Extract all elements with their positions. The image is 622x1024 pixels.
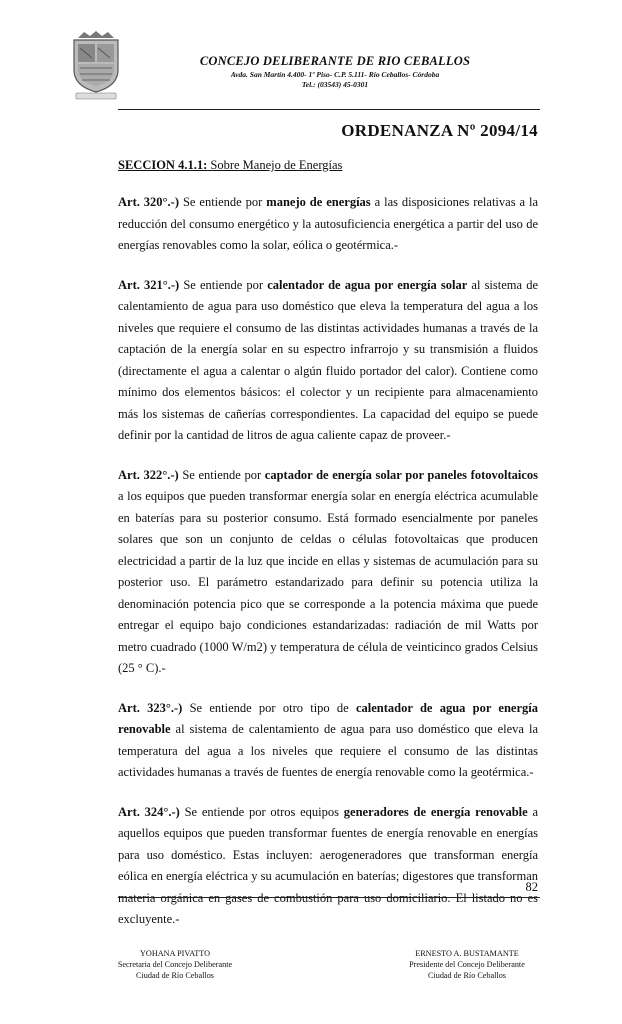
article-term: calentador de agua por energía renovable <box>118 700 538 736</box>
article-text-pre: Se entiende por otro tipo de <box>182 700 356 715</box>
municipal-coat-of-arms-icon <box>70 30 122 102</box>
article-text-post: al sistema de calentamiento de agua para uso doméstico que eleva la temperatura del agua a los niveles que requiere el consumo de las distintas actividades humanas a través de la captación de la energía solar en su espectro infrarrojo y su transmisión a fluidos (directamente el agua a calentar o algún fluido portador del calor). Contiene como mínimo dos elementos básicos: el colector y un recipiente para almacenamiento más los sistemas de cañerías correspondientes. La capacidad del equipo se puede definir por la cantidad de litros de agua caliente capaz de proveer.- <box>118 277 538 442</box>
article-text-post: al sistema de calentamiento de agua para uso doméstico que eleva la temperatura del agua a los niveles que requiere el consumo de las distintas actividades humanas a través de fuentes de energía renovable como la geotérmica.- <box>118 722 538 779</box>
article-number: Art. 321°.-) <box>118 277 180 292</box>
header-divider <box>118 109 540 110</box>
footer-divider <box>118 897 540 898</box>
section-heading <box>118 158 342 173</box>
article-text-post: a aquellos equipos que pueden transformar fuentes de energía renovable en energías para uso doméstico. Estas incluyen: aerogeneradores que transforman energía eólica en energía eléctrica y su acumulación en baterías; digestores que transforman materia orgánica en gases de combustión para uso domiciliario. El listado no es excluyente.- <box>118 804 538 926</box>
article-term: generadores de energía renovable <box>343 804 528 819</box>
institution-phone: Tel.: (03543) 45-0301 <box>301 80 369 89</box>
article-text-post: a los equipos que pueden transformar energía solar en energía eléctrica acumulable en baterías para su posterior consumo. Está formado esencialmente por paneles solares que son un conjunto de celdas o células fotovoltaicas que producen electricidad a partir de la luz que incide en ellas y sistemas de acumulación para su posterior uso. El parámetro estandarizado para definir su potencia utiliza la denominación potencia pico que se corresponde a la potencia máxima que puede entregar el equipo bajo condiciones estandarizadas: radiación de mil Watts por metro cuadrado (1000 W/m2) y temperatura de célula de veinticinco grados Celsius (25 ° C).- <box>118 489 538 675</box>
signatory-role: Presidente del Concejo Deliberante <box>409 960 525 969</box>
section-label: SECCION 4.1.1: <box>118 158 208 172</box>
article-text-pre: Se entiende por <box>178 467 265 482</box>
article-term: captador de energía solar por paneles fotovoltaicos <box>264 467 538 482</box>
document-body <box>118 192 538 949</box>
signatory-name: ERNESTO A. BUSTAMANTE <box>415 949 519 958</box>
ordinance-number: ORDENANZA Nº 2094/14 <box>341 121 538 140</box>
article-320 <box>118 192 538 257</box>
article-text-pre: Se entiende por otros equipos <box>179 804 344 819</box>
article-number: Art. 324°.-) <box>118 804 180 819</box>
article-number: Art. 320°.-) <box>118 195 180 209</box>
institution-address: Avda. San Martín 4.400- 1º Piso- C.P. 5.111- Río Ceballos- Córdoba <box>230 70 440 79</box>
article-number: Art. 322°.-) <box>118 467 179 482</box>
article-number: Art. 323°.-) <box>118 700 183 715</box>
article-text-pre: Se entiende por <box>179 195 267 209</box>
article-322 <box>118 465 538 680</box>
signatory-place: Ciudad de Río Ceballos <box>427 971 506 980</box>
article-321 <box>118 275 538 447</box>
signature-block-president <box>382 948 552 981</box>
signatory-name: YOHANA PIVATTO <box>140 949 210 958</box>
signatory-place: Ciudad de Río Ceballos <box>135 971 214 980</box>
article-324 <box>118 802 538 931</box>
article-text-pre: Se entiende por <box>179 277 268 292</box>
article-323 <box>118 698 538 784</box>
article-term: calentador de agua por energía solar <box>267 277 468 292</box>
section-title: Sobre Manejo de Energías <box>207 158 343 172</box>
institution-title: CONCEJO DELIBERANTE DE RIO CEBALLOS <box>199 54 471 68</box>
article-text-post: a las disposiciones relativas a la reducción del consumo energético y la autosuficiencia energética a partir del uso de energías renovables como la solar, eólica o geotérmica.- <box>118 195 539 252</box>
page-number: 82 <box>525 880 538 894</box>
signature-block-secretary <box>90 948 260 981</box>
article-term: manejo de energías <box>266 195 371 209</box>
signatory-role: Secretaria del Concejo Deliberante <box>117 960 233 969</box>
